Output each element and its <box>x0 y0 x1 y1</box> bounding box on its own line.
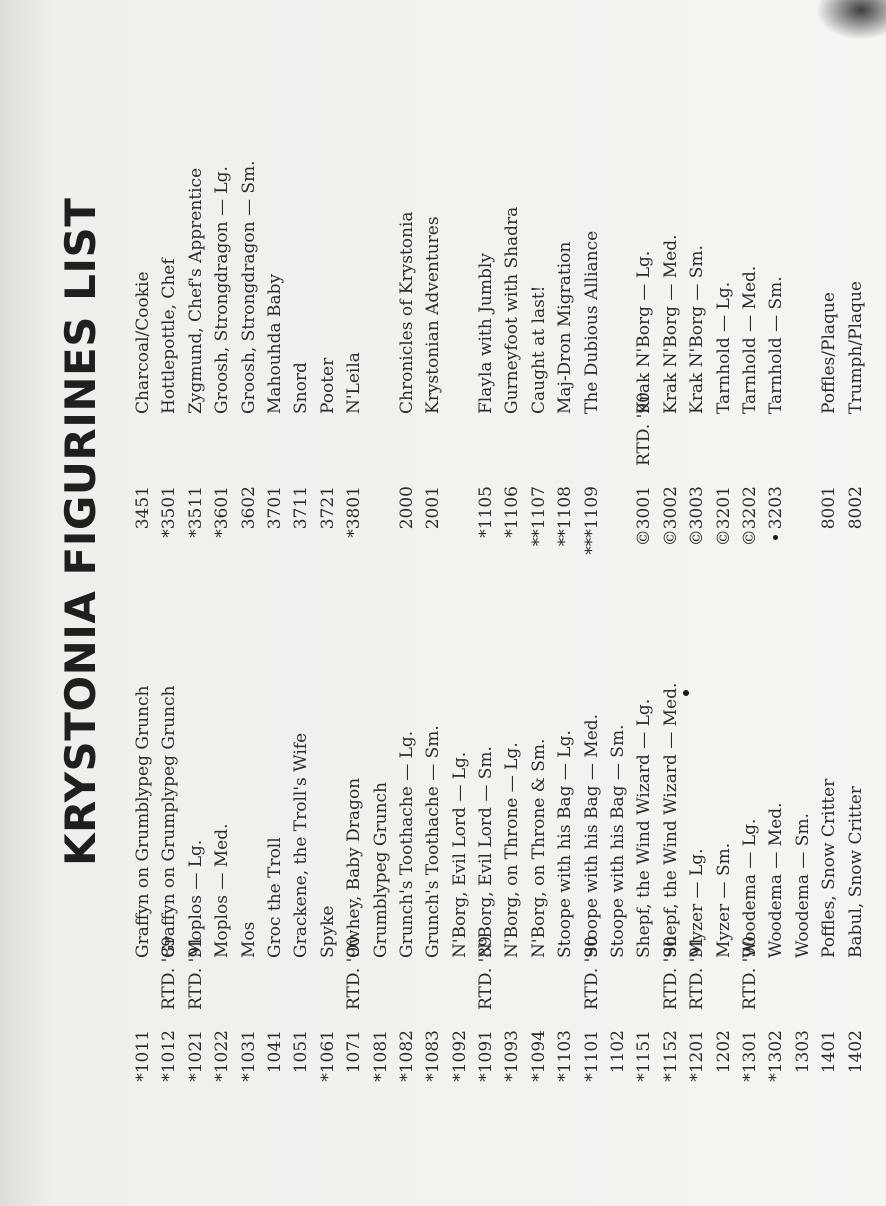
item-name: Maj-Dron Migration <box>555 241 576 414</box>
ink-dot <box>683 690 689 696</box>
item-name: Stoope with his Bag — Sm. <box>608 724 629 958</box>
retired-note: RTD. '90 <box>660 936 681 1010</box>
item-number: 1303 <box>792 1030 813 1074</box>
item-number: *1082 <box>396 1030 417 1082</box>
retired-note: RTD. '90 <box>344 936 365 1010</box>
item-name: N'Borg, Evil Lord — Sm. <box>476 746 497 958</box>
item-number: *1103 <box>555 1030 576 1082</box>
item-number: 1102 <box>608 1030 629 1074</box>
item-name: Shepf, the Wind Wizard — Med. <box>660 682 681 958</box>
item-name: Woodema — Lg. <box>739 818 760 958</box>
item-name: Mos <box>238 921 259 958</box>
item-number: 3711 <box>291 486 312 530</box>
item-number: *1031 <box>238 1030 259 1082</box>
retired-note: RTD. '90 <box>739 936 760 1010</box>
item-name: Charcoal/Cookie <box>133 271 153 414</box>
item-name: N'Borg, on Throne — Lg. <box>502 742 523 958</box>
item-name: Myzer — Sm. <box>713 842 734 958</box>
item-name: Krak N'Borg — Lg. <box>634 250 655 414</box>
item-number: ©3201 <box>713 486 734 547</box>
item-number: *1061 <box>317 1030 338 1082</box>
item-number: *1101 <box>581 1030 602 1082</box>
item-name: Grumblypeg Grunch <box>370 781 391 958</box>
item-name: Graffyn on Grumblypeg Grunch <box>133 685 153 958</box>
item-name: Graffyn on Grumplypeg Grunch <box>159 685 180 958</box>
item-name: Stoope with his Bag — Med. <box>581 713 602 958</box>
item-number: 3451 <box>133 486 153 530</box>
retired-note: RTD. '90 <box>634 392 655 466</box>
item-number: 3701 <box>264 486 285 530</box>
item-number: ©3002 <box>660 486 681 547</box>
item-number: ©3202 <box>739 486 760 547</box>
item-name: Shepf, the Wind Wizard — Lg. <box>634 698 655 958</box>
item-number: 2000 <box>396 486 417 530</box>
item-name: Flayla with Jumbly <box>476 253 497 414</box>
item-name: Groc the Troll <box>264 837 285 958</box>
retired-note: RTD. '89 <box>159 936 180 1010</box>
item-name: Woodema — Med. <box>766 802 787 958</box>
item-number: **1108 <box>555 486 576 547</box>
item-name: Pooter <box>317 357 338 414</box>
item-name: Owhey, Baby Dragon <box>344 777 365 958</box>
item-name: N'Leila <box>344 352 365 414</box>
item-number: ***1109 <box>581 486 602 555</box>
item-number: 2001 <box>423 486 444 530</box>
item-name: Groosh, Strongdragon — Sm. <box>238 160 259 414</box>
item-number: *1092 <box>449 1030 470 1082</box>
item-number: *3801 <box>344 486 365 538</box>
item-number: *1021 <box>185 1030 206 1082</box>
item-name: Snord <box>291 362 312 414</box>
item-number: *1012 <box>159 1030 180 1082</box>
item-name: Tarnhold — Med. <box>739 265 760 414</box>
item-number: 1051 <box>291 1030 312 1074</box>
item-number: *1105 <box>476 486 497 538</box>
item-number: *1083 <box>423 1030 444 1082</box>
item-number: 1401 <box>819 1030 840 1074</box>
item-number: *1302 <box>766 1030 787 1082</box>
item-number: ©3001 <box>634 486 655 547</box>
item-number: 3203 <box>766 486 787 530</box>
item-number: 1041 <box>264 1030 285 1074</box>
item-name: Grackene, the Troll's Wife <box>291 732 312 958</box>
item-name: Krak N'Borg — Sm. <box>687 245 708 414</box>
item-name: The Dubious Alliance <box>581 230 602 414</box>
item-name: Krystonian Adventures <box>423 216 444 414</box>
item-name: Myzer — Lg. <box>687 848 708 958</box>
item-name: Grunch's Toothache — Lg. <box>396 730 417 958</box>
page-title: KRYSTONIA FIGURINES LIST <box>56 197 105 866</box>
item-name: Babul, Snow Critter <box>845 786 866 958</box>
item-number: *1081 <box>370 1030 391 1082</box>
item-name: Moplos — Med. <box>212 823 233 958</box>
item-number: *1093 <box>502 1030 523 1082</box>
item-number: *1106 <box>502 486 523 538</box>
item-number: 3721 <box>317 486 338 530</box>
item-number: *1022 <box>212 1030 233 1082</box>
item-name: Spyke <box>317 905 338 958</box>
item-name: Poffles/Plaque <box>819 292 840 414</box>
item-name: Stoope with his Bag — Lg. <box>555 730 576 958</box>
item-number: 3602 <box>238 486 259 530</box>
item-name: Caught at last! <box>528 285 549 414</box>
item-name: Chronicles of Krystonia <box>396 211 417 414</box>
retired-note: RTD. '90 <box>581 936 602 1010</box>
item-name: Mahouhda Baby <box>264 273 285 414</box>
item-name: Krak N'Borg — Med. <box>660 234 681 414</box>
item-name: Groosh, Strongdragon — Lg. <box>212 166 233 414</box>
item-number: 1071 <box>344 1030 365 1074</box>
item-number: *3601 <box>212 486 233 538</box>
item-number: *1301 <box>739 1030 760 1082</box>
item-name: Trumph/Plaque <box>845 281 866 414</box>
item-number: *1011 <box>133 1030 153 1082</box>
item-number: *1094 <box>528 1030 549 1082</box>
item-number: *3511 <box>185 486 206 538</box>
ink-dot <box>773 535 778 540</box>
item-number: *3501 <box>159 486 180 538</box>
item-name: Hottlepottle, Chef <box>159 258 180 414</box>
item-number: 1202 <box>713 1030 734 1074</box>
item-number: *1151 <box>634 1030 655 1082</box>
item-number: *1201 <box>687 1030 708 1082</box>
item-name: Tarnhold — Lg. <box>713 281 734 414</box>
item-number: ©3003 <box>687 486 708 547</box>
item-name: N'Borg, Evil Lord — Lg. <box>449 751 470 958</box>
item-number: *1091 <box>476 1030 497 1082</box>
item-number: 8001 <box>819 486 840 530</box>
item-number: 1402 <box>845 1030 866 1074</box>
item-name: Moplos — Lg. <box>185 839 206 958</box>
retired-note: RTD. '91 <box>185 936 206 1010</box>
item-name: N'Borg, on Throne & Sm. <box>528 738 549 958</box>
item-name: Woodema — Sm. <box>792 813 813 958</box>
item-name: Poffles, Snow Critter <box>819 778 840 958</box>
item-number: 8002 <box>845 486 866 530</box>
item-name: Gurneyfoot with Shadra <box>502 206 523 414</box>
item-number: **1107 <box>528 486 549 547</box>
item-name: Grunch's Toothache — Sm. <box>423 725 444 958</box>
retired-note: RTD. '89 <box>476 936 497 1010</box>
item-number: *1152 <box>660 1030 681 1082</box>
retired-note: RTD. '91 <box>687 936 708 1010</box>
item-name: Tarnhold — Sm. <box>766 276 787 414</box>
item-name: Zygmund, Chef's Apprentice <box>185 167 206 414</box>
